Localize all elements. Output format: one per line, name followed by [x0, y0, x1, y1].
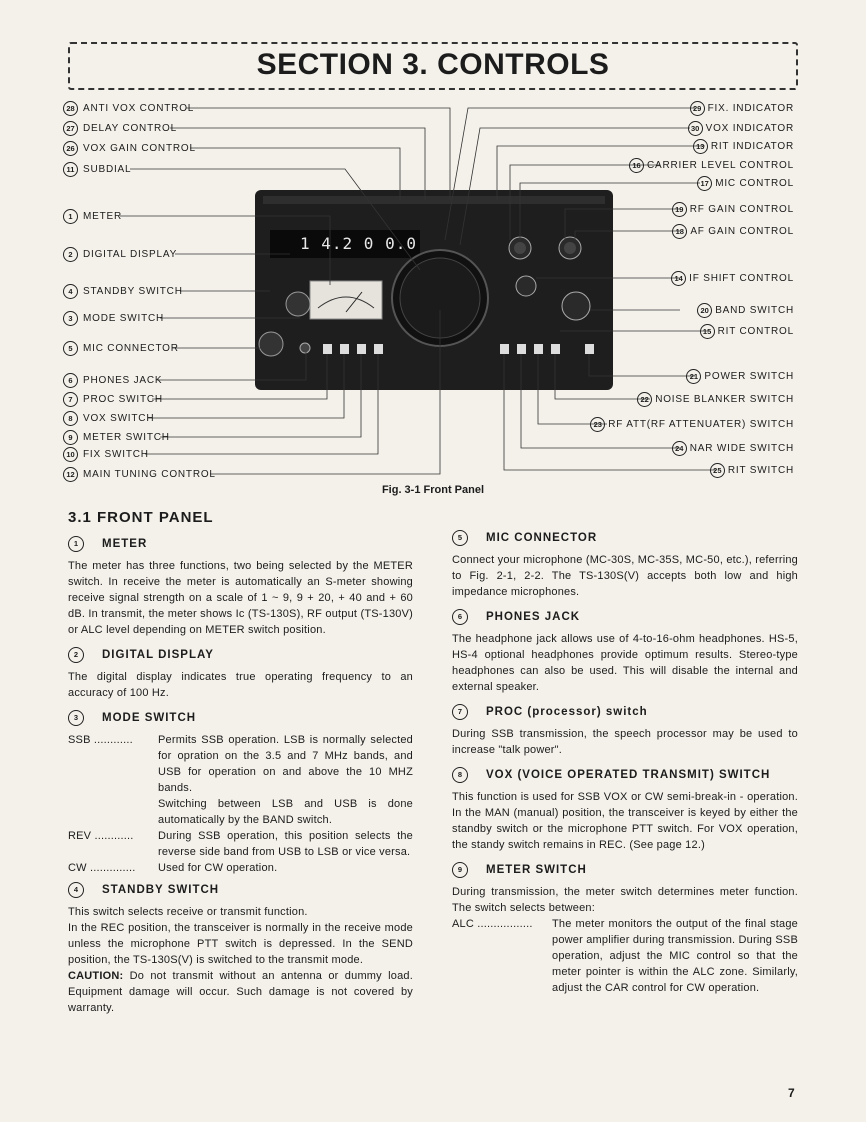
standby-text-2: In the REC position, the transceiver is normally in the receive mode unless the microphone PTT switch is depressed. In the SEND position, the TS-130S(V) is switched to the transmit mode.: [68, 922, 413, 966]
callout-fix-switch: 10 FIX SWITCH: [63, 447, 149, 462]
standby-switch-heading: 4 STANDBY SWITCH: [68, 882, 413, 898]
callout-fix-indicator: 29 FIX. INDICATOR: [690, 101, 794, 116]
callout-delay-control: 27 DELAY CONTROL: [63, 121, 177, 136]
meter-text: The meter has three functions, two being selected by the METER switch. In receive the meter is automatically an S-meter showing receive signal strength on a scale of 1 ~ 9, 9 + 20, + 40 and + 60 dB. In transmit, the meter shows Ic (TS-130S), RF output (TS-130V) or ALC level depending on METER switch position.: [68, 560, 413, 636]
mic-connector-graphic: [259, 332, 283, 356]
mic-connector-text: Connect your microphone (MC-30S, MC-35S, MC-50, etc.), referring to Fig. 2-1, 2-2. The TS-130S(V) accepts both low and high impedance microphones.: [452, 554, 798, 598]
callout-mic-control: 17 MIC CONTROL: [697, 176, 794, 191]
right-column: [452, 530, 798, 996]
callout-meter: 1 METER: [63, 209, 122, 224]
callout-standby-switch: 4 STANDBY SWITCH: [63, 284, 183, 299]
left-column: [68, 510, 413, 1025]
meter-face: [310, 281, 382, 319]
phones-jack-text: The headphone jack allows use of 4-to-16-ohm headphones. HS-5, HS-4 optional headphones provide optimum results. Stereo-type headphones can also be used. This will disable the internal and external speaker.: [452, 633, 798, 693]
callout-rit-switch: 25 RIT SWITCH: [710, 463, 794, 478]
callout-rit-indicator: 13 RIT INDICATOR: [693, 139, 794, 154]
display-readout: 1 4.2 0 0.0: [300, 234, 417, 253]
mode-def-ssb: SSB ............ Permits SSB operation. LSB is normally selected for opration on the 3.5 and 7 MHz bands, and USB for operation on and above the 10 MHZ bands. Switching between LSB and USB is done automatically by the BAND switch.: [68, 734, 413, 826]
callout-vox-switch: 8 VOX SWITCH: [63, 411, 154, 426]
callout-power-switch: 21 POWER SWITCH: [686, 369, 794, 384]
callout-subdial: 11 SUBDIAL: [63, 162, 131, 177]
callout-vox-indicator: 30 VOX INDICATOR: [688, 121, 794, 136]
mode-def-rev: REV ............ During SSB operation, this position selects the reverse side band from USB to LSB or vice versa.: [68, 830, 413, 858]
meter-switch-text: During transmission, the meter switch determines meter function. The switch selects between:: [452, 886, 798, 914]
standby-text-1: This switch selects receive or transmit function.: [68, 906, 308, 918]
digital-display-heading: 2 DIGITAL DISPLAY: [68, 647, 413, 663]
front-panel-figure: [0, 0, 866, 500]
mode-def-cw: CW .............. Used for CW operation.: [68, 862, 278, 874]
callout-mode-switch: 3 MODE SWITCH: [63, 311, 164, 326]
callout-band-switch: 20 BAND SWITCH: [697, 303, 794, 318]
meter-def-alc: ALC ................. The meter monitors the output of the final stage power amplifier during transmission. During SSB operation, adjust the MIC control so that the meter pointer is within the ALC zone. Similarly, adjust the CAR control for CW operation.: [452, 918, 798, 994]
callout-rf-att-switch: 23 RF ATT(RF ATTENUATER) SWITCH: [590, 417, 794, 432]
proc-switch-text: During SSB transmission, the speech processor may be used to increase "talk power".: [452, 728, 798, 756]
callout-phones-jack: 6 PHONES JACK: [63, 373, 162, 388]
callout-rf-gain-control: 19 RF GAIN CONTROL: [672, 202, 794, 217]
callout-rit-control: 15 RIT CONTROL: [700, 324, 794, 339]
callout-meter-switch: 9 METER SWITCH: [63, 430, 170, 445]
callout-carrier-level-control: 16 CARRIER LEVEL CONTROL: [629, 158, 794, 173]
front-panel-heading: 3.1 FRONT PANEL: [68, 509, 214, 526]
page-number: 7: [788, 1086, 795, 1100]
callout-main-tuning-control: 12 MAIN TUNING CONTROL: [63, 467, 216, 482]
callout-proc-switch: 7 PROC SWITCH: [63, 392, 163, 407]
meter-switch-heading: 9 METER SWITCH: [452, 862, 798, 878]
callout-af-gain-control: 18 AF GAIN CONTROL: [672, 224, 794, 239]
caution-paragraph: CAUTION: Do not transmit without an antenna or dummy load. Equipment damage will occur. Such damage is not covered by warranty.: [68, 970, 413, 1014]
callout-nar-wide-switch: 24 NAR WIDE SWITCH: [672, 441, 794, 456]
phones-jack-heading: 6 PHONES JACK: [452, 609, 798, 625]
figure-caption: Fig. 3-1 Front Panel: [381, 484, 485, 496]
callout-digital-display: 2 DIGITAL DISPLAY: [63, 247, 177, 262]
vox-switch-heading: 8 VOX (VOICE OPERATED TRANSMIT) SWITCH: [452, 767, 798, 783]
digital-display-text: The digital display indicates true operating frequency to an accuracy of 100 Hz.: [68, 671, 413, 699]
callout-noise-blanker-switch: 22 NOISE BLANKER SWITCH: [637, 392, 794, 407]
mic-connector-heading: 5 MIC CONNECTOR: [452, 530, 798, 546]
callout-vox-gain-control: 26 VOX GAIN CONTROL: [63, 141, 196, 156]
vox-switch-text: This function is used for SSB VOX or CW semi-break-in - operation. In the MAN (manual) position, the transceiver is keyed by either the standby switch or the microphone PTT switch. For VOX operation, the standy switch remains in REC. (See page 12.): [452, 791, 798, 851]
section-title: SECTION 3. CONTROLS: [256, 48, 610, 81]
meter-heading: 1 METER: [68, 536, 413, 552]
callout-anti-vox-control: 28 ANTI VOX CONTROL: [63, 101, 194, 116]
callout-if-shift-control: 14 IF SHIFT CONTROL: [671, 271, 794, 286]
mode-switch-heading: 3 MODE SWITCH: [68, 710, 413, 726]
callout-mic-connector: 5 MIC CONNECTOR: [63, 341, 179, 356]
proc-switch-heading: 7 PROC (processor) switch: [452, 704, 798, 720]
